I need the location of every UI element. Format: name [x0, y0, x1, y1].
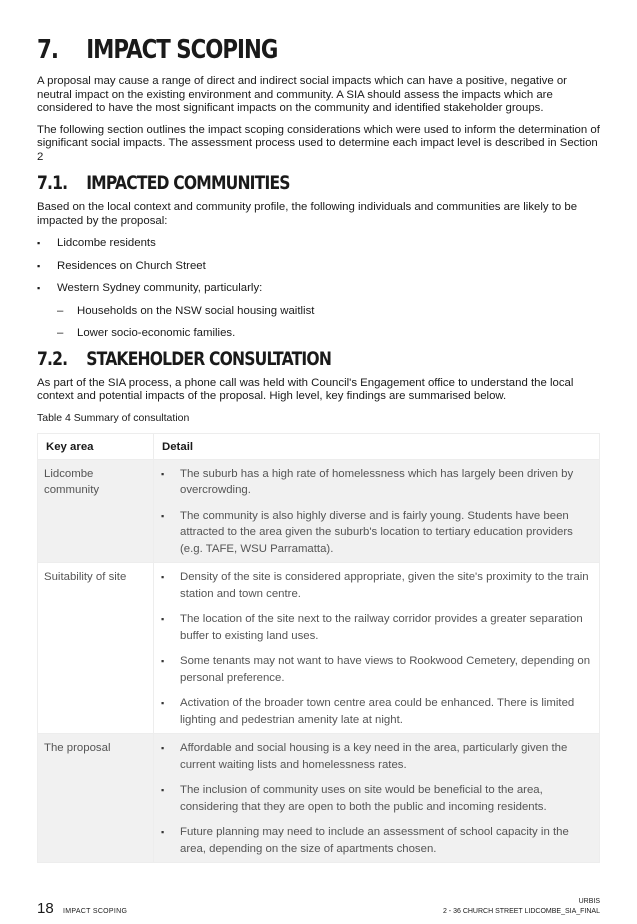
subsection-title: IMPACTED COMMUNITIES [86, 172, 290, 194]
page-content [37, 34, 600, 863]
detail-item: ▪ The suburb has a high rate of homelessness which has largely been driven by overcrowding. [160, 466, 593, 499]
column-header-detail: Detail [154, 433, 600, 459]
detail-item: ▪ The location of the site next to the railway corridor provides a greater separation buffer to existing land uses. [160, 611, 593, 644]
table-row [38, 563, 600, 734]
list-item: – Households on the NSW social housing waitlist [37, 305, 600, 319]
communities-sublist [37, 305, 600, 341]
detail-item: ▪ Affordable and social housing is a key need in the area, particularly given the current waiting lists and homelessness rates. [160, 740, 593, 773]
consultation-table [37, 433, 600, 864]
detail-item: ▪ Activation of the broader town centre area could be enhanced. There is limited lighting and pedestrian amenity late at night. [160, 695, 593, 728]
detail-item: ▪ Some tenants may not want to have views to Rookwood Cemetery, depending on personal preference. [160, 653, 593, 686]
table-row [38, 459, 600, 563]
section-heading [37, 34, 499, 67]
list-item: ▪ Residences on Church Street [37, 260, 600, 274]
detail-item: ▪ The community is also highly diverse and is fairly young. Students have been attracted to the area given the suburb's location to tertiary education providers (e.g. TAFE, WSU Parramatta). [160, 508, 593, 558]
consultation-intro: As part of the SIA process, a phone call was held with Council's Engagement office to understand the local context and potential impacts of the proposal. High level, key findings are summarised below. [37, 376, 574, 402]
subsection-heading-impacted-communities [37, 170, 499, 196]
section-number: 7. [37, 35, 58, 65]
communities-list [37, 237, 600, 296]
footer-document-ref: 2 - 36 CHURCH STREET LIDCOMBE_SIA_FINAL [442, 908, 600, 915]
subsection-number: 7.2. [37, 347, 68, 370]
list-item: – Lower socio-economic families. [37, 327, 600, 341]
table-caption: Table 4 Summary of consultation [37, 411, 190, 424]
page-footer [37, 896, 600, 920]
column-header-key-area: Key area [38, 433, 154, 459]
list-item: ▪ Lidcombe residents [37, 237, 600, 251]
detail-cell [154, 734, 600, 863]
detail-cell [154, 563, 600, 734]
subsection-title: STAKEHOLDER CONSULTATION [86, 347, 332, 370]
detail-item: ▪ Future planning may need to include an assessment of school capacity in the area, depending on the size of apartments chosen. [160, 824, 593, 857]
subsection-heading-stakeholder-consultation [37, 346, 499, 372]
footer-company: URBIS [578, 898, 600, 905]
key-area-cell: Lidcombe community [38, 459, 154, 563]
detail-item: ▪ Density of the site is considered appropriate, given the site's proximity to the train station and town centre. [160, 569, 593, 602]
section-title: IMPACT SCOPING [86, 35, 278, 65]
key-area-cell: Suitability of site [38, 563, 154, 734]
intro-paragraph-1: A proposal may cause a range of direct and indirect social impacts which can have a positive, negative or neutral impact on the existing environment and community. A SIA should assess the impacts which are considered to have the most significant impacts on the community and identified stakeholder groups. [37, 75, 567, 114]
key-area-cell: The proposal [38, 734, 154, 863]
detail-item: ▪ The inclusion of community uses on site would be beneficial to the area, considering that they are open to both the public and incoming residents. [160, 782, 593, 815]
table-row [38, 734, 600, 863]
detail-cell [154, 459, 600, 563]
table-header-row [38, 433, 600, 459]
communities-intro: Based on the local context and community profile, the following individuals and communities are likely to be impacted by the proposal: [37, 201, 578, 227]
footer-section-name: IMPACT SCOPING [63, 908, 128, 915]
list-item: ▪ Western Sydney community, particularly: [37, 282, 600, 296]
page-number: 18 [37, 900, 54, 917]
subsection-number: 7.1. [37, 172, 68, 194]
intro-paragraph-2: The following section outlines the impact scoping considerations which were used to inform the determination of significant social impacts. The assessment process used to determine each impact level is described in Section 2 [37, 123, 600, 163]
